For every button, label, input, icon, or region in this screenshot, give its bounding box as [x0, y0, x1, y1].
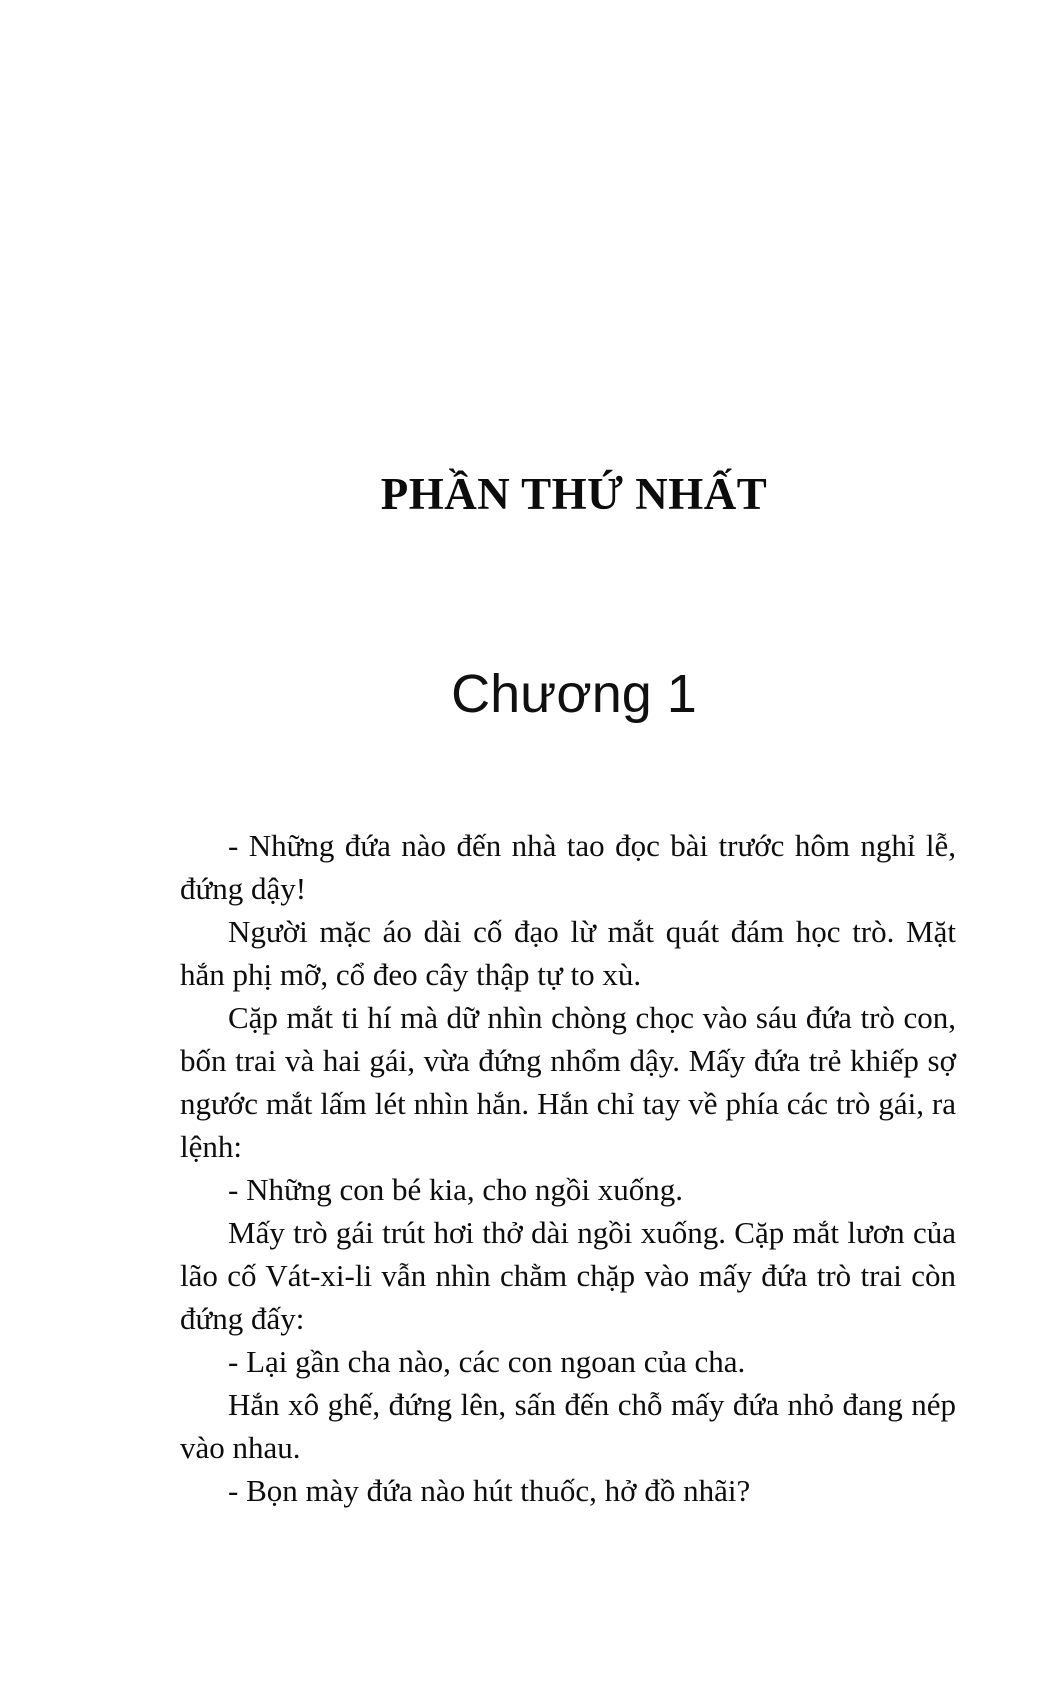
paragraph: Cặp mắt ti hí mà dữ nhìn chòng chọc vào sáu đứa trò con, bốn trai và hai gái, vừa đứng nhổm dậy. Mấy đứa trẻ khiếp sợ ngước mắt lấm lét nhìn hắn. Hắn chỉ tay về phía các trò gái, ra lệnh:	[180, 1000, 956, 1164]
paragraph: - Bọn mày đứa nào hút thuốc, hở đồ nhãi?	[228, 1473, 751, 1508]
paragraph: - Lại gần cha nào, các con ngoan của cha.	[228, 1344, 746, 1379]
part-title: PHẦN THỨ NHẤT	[380, 469, 768, 519]
paragraph: Mấy trò gái trút hơi thở dài ngồi xuống. Cặp mắt lươn của lão cố Vát-xi-li vẫn nhìn chằm chặp vào mấy đứa trò trai còn đứng đấy:	[180, 1215, 956, 1336]
paragraph: Người mặc áo dài cố đạo lừ mắt quát đám học trò. Mặt hắn phị mỡ, cổ đeo cây thập tự to xù.	[180, 914, 956, 992]
paragraph: - Những con bé kia, cho ngồi xuống.	[228, 1172, 684, 1207]
paragraph: - Những đứa nào đến nhà tao đọc bài trước hôm nghỉ lễ, đứng dậy!	[180, 828, 956, 906]
paragraph: Hắn xô ghế, đứng lên, sấn đến chỗ mấy đứa nhỏ đang nép vào nhau.	[180, 1387, 956, 1465]
chapter-body	[180, 824, 956, 1512]
chapter-title: Chương 1	[451, 664, 697, 724]
